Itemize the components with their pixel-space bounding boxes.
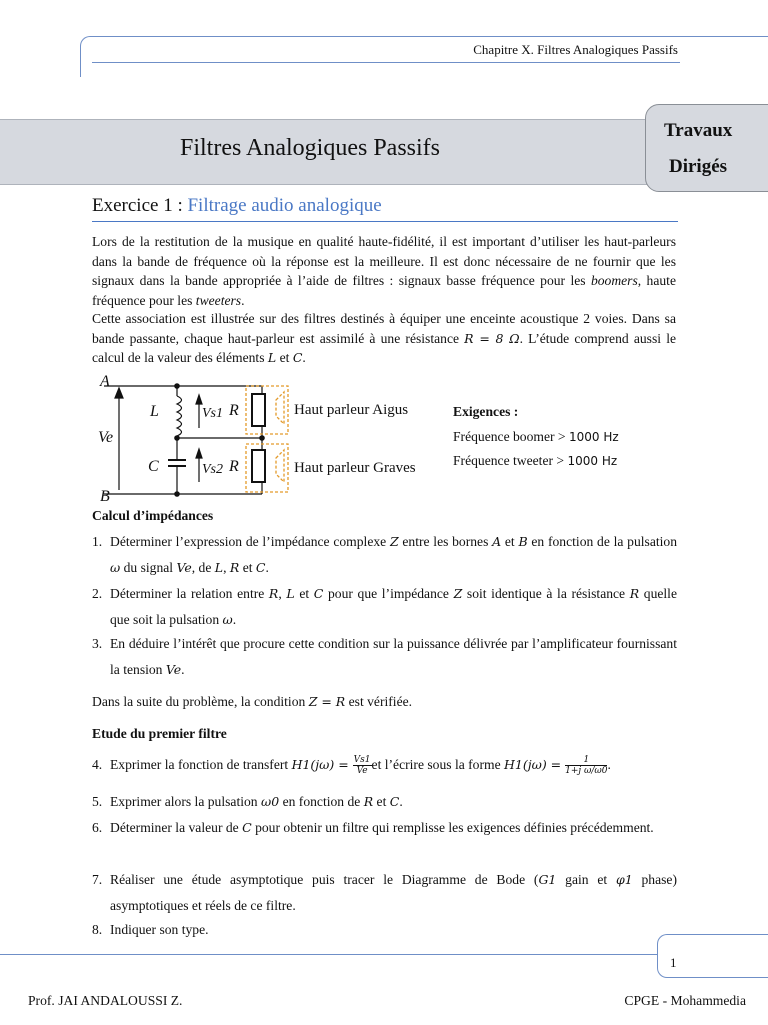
tab-line-2: Dirigés [669, 156, 728, 177]
speaker-graves-label: Haut parleur Graves [294, 460, 416, 476]
question-3: 3. En déduire l’intérêt que procure cette condition sur la puissance délivrée par l’amplificateur fournissant la tension Ve. [92, 636, 677, 677]
resistor-1-label: R [229, 402, 239, 419]
footer-author: Prof. JAI ANDALOUSSI Z. [28, 993, 183, 1008]
page-number: 1 [670, 955, 677, 970]
speaker-aigus-label: Haut parleur Aigus [294, 402, 409, 418]
exigence-tweeter: Fréquence tweeter > 1000 Hz [453, 453, 618, 468]
footer-school: CPGE - Mohammedia [624, 993, 746, 1008]
question-2: 2. Déterminer la relation entre R, L et C pour que l’impédance Z soit identique à la résistance R quelle que soit la pulsation ω. [92, 586, 677, 627]
exercise-rule [92, 221, 678, 222]
circuit-diagram [92, 370, 442, 502]
footer-frame [0, 954, 768, 1025]
vs2-label: Vs2 [202, 462, 223, 477]
condition-statement: Dans la suite du problème, la condition Z = R est vérifiée. [92, 694, 413, 709]
question-8: 8. Indiquer son type. [92, 922, 209, 937]
ve-label: Ve [98, 429, 114, 446]
page-title: Filtres Analogiques Passifs [180, 135, 441, 161]
section-premier-filtre: Etude du premier filtre [92, 726, 227, 741]
inductor-label: L [150, 403, 159, 420]
td-tab [645, 104, 768, 192]
question-6: 6. Déterminer la valeur de C pour obtenir un filtre qui remplisse les exigences définies précédemment. [92, 820, 654, 835]
exercise-title [92, 195, 382, 217]
exercise-subtitle: Filtrage audio analogique [187, 195, 382, 216]
header-rule [92, 62, 680, 63]
exercise-label: Exercice 1 : [92, 195, 188, 216]
question-5: 5. Exprimer alors la pulsation ω0 en fonction de R et C. [92, 794, 403, 809]
resistor-2-label: R [229, 458, 239, 475]
exigence-boomer: Fréquence boomer > 1000 Hz [453, 429, 619, 444]
intro-paragraph-2: Cette association est illustrée sur des filtres destinés à équiper une enceinte acoustique 2 voies. Dans sa bande passante, chaque haut-parleur est assimilé à une résistance R = 8 Ω. L’étude comprend aussi le calcul de la valeur des éléments L et C. [92, 311, 677, 365]
question-4: 4. Exprimer la fonction de transfert H1(jω) = $\frac{Vs1}{Ve}$ et l’écrire sous la forme H1(jω) = $\frac{1}{\text{1+j ω/ω0}}$ . [92, 755, 611, 777]
section-impedances: Calcul d’impédances [92, 508, 214, 523]
intro-paragraph-1: Lors de la restitution de la musique en qualité haute-fidélité, il est important d’utiliser les haut-parleurs dans la bande de fréquence où la réponse est la meilleure. Il est donc nécessaire de ne fournir que les signaux dans la bande appropriée à l’aide de filtres : signaux basse fréquence pour les boomers, haute fréquence pour les tweeters. [92, 234, 676, 308]
exigences-title: Exigences : [453, 404, 519, 419]
chapter-header: Chapitre X. Filtres Analogiques Passifs [473, 42, 678, 57]
node-b-label: B [100, 488, 110, 502]
capacitor-label: C [148, 458, 159, 475]
question-7: 7. Réaliser une étude asymptotique puis tracer le Diagramme de Bode (G1 gain et φ1 phase) asymptotiques et réels de ce filtre. [92, 872, 677, 913]
node-a-label: A [100, 373, 110, 390]
transfer-fraction: $\frac{Vs1}{Ve}$ [353, 755, 371, 777]
vs1-label: Vs1 [202, 406, 223, 421]
form-fraction: $\frac{1}{\text{1+j ω/ω0}}$ [565, 755, 608, 777]
tab-line-1: Travaux [664, 120, 733, 141]
question-1: 1. Déterminer l’expression de l’impédance complexe Z entre les bornes A et B en fonction de la pulsation ω du signal Ve, de L, R et C. [92, 534, 678, 575]
